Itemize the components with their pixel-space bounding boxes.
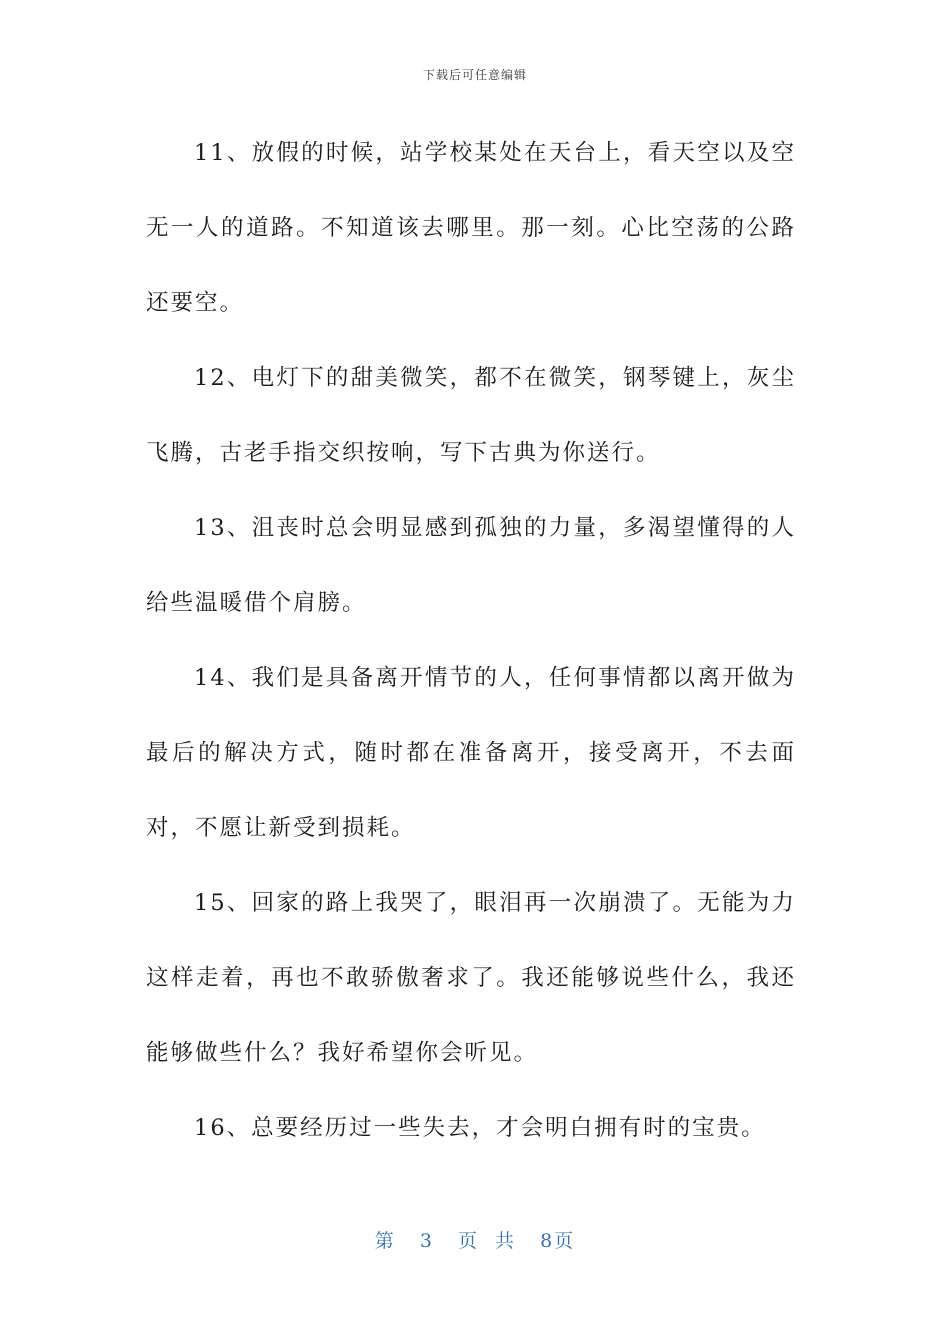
page-label-mid: 页 共 xyxy=(458,1230,517,1252)
paragraph-12: 12、电灯下的甜美微笑，都不在微笑，钢琴键上，灰尘飞腾，古老手指交织按响，写下古典为你送行。 xyxy=(146,365,796,466)
page-footer xyxy=(0,1226,950,1253)
page-label-prefix: 第 xyxy=(374,1230,396,1252)
document-body xyxy=(146,116,796,1166)
paragraph-11: 11、放假的时候，站学校某处在天台上，看天空以及空无一人的道路。不知道该去哪里。那一刻。心比空荡的公路还要空。 xyxy=(146,140,796,316)
current-page-number: 3 xyxy=(419,1230,434,1252)
header-note: 下载后可任意编辑 xyxy=(422,68,527,82)
paragraph-13: 13、沮丧时总会明显感到孤独的力量，多渴望懂得的人给些温暖借个肩膀。 xyxy=(146,515,796,616)
paragraph-14: 14、我们是具备离开情节的人，任何事情都以离开做为最后的解决方式，随时都在准备离开，接受离开，不去面对，不愿让新受到损耗。 xyxy=(146,665,796,841)
total-pages: 8页 xyxy=(540,1230,576,1252)
paragraph-15: 15、回家的路上我哭了，眼泪再一次崩溃了。无能为力这样走着，再也不敢骄傲奢求了。我还能够说些什么，我还能够做些什么？我好希望你会听见。 xyxy=(146,890,796,1066)
paragraph-16: 16、总要经历过一些失去，才会明白拥有时的宝贵。 xyxy=(194,1115,766,1141)
